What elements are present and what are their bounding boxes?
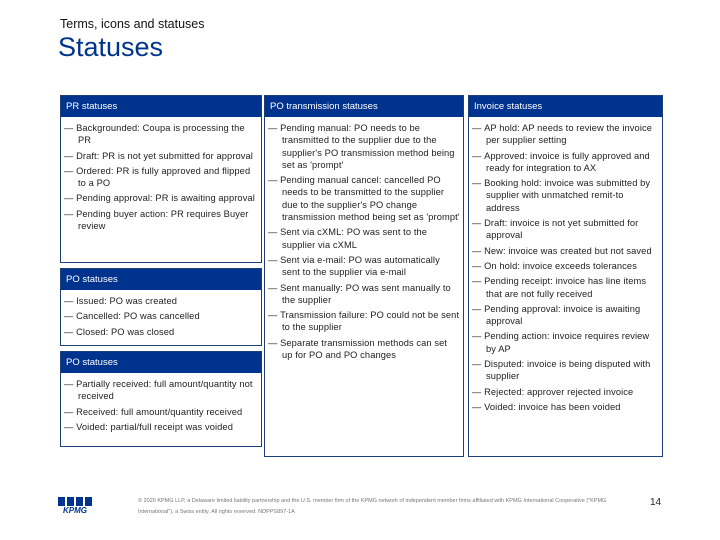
copyright-footer: © 2020 KPMG LLP, a Delaware limited liability partnership and the U.S. member firm of the KPMG network of independent member firms affiliated with KPMG International Cooperative ("KPMG International"), a Swiss entity. All rights reserved. NDPPS897-1A xyxy=(138,498,607,515)
status-item: — Pending approval: PR is awaiting approval xyxy=(64,192,258,204)
po-transmission-panel xyxy=(264,95,464,457)
section-subtitle: Terms, icons and statuses xyxy=(60,17,205,31)
status-item: — New: invoice was created but not saved xyxy=(472,245,659,257)
invoice-statuses-header: Invoice statuses xyxy=(469,96,662,117)
status-item: — Closed: PO was closed xyxy=(64,326,258,338)
status-item: — Disputed: invoice is being disputed with supplier xyxy=(472,358,659,383)
status-item: — On hold: invoice exceeds tolerances xyxy=(472,260,659,272)
pr-status-list xyxy=(61,117,261,239)
receipt-statuses-header: PO statuses xyxy=(61,352,261,373)
status-item: — Sent via e-mail: PO was automatically sent to the supplier via e-mail xyxy=(268,254,460,279)
po-transmission-header: PO transmission statuses xyxy=(265,96,463,117)
status-item: — Cancelled: PO was cancelled xyxy=(64,310,258,322)
receipt-statuses-panel xyxy=(60,351,262,447)
po-statuses-panel xyxy=(60,268,262,346)
status-item: — Booking hold: invoice was submitted by supplier with unmatched remit-to address xyxy=(472,177,659,214)
status-item: — Backgrounded: Coupa is processing the PR xyxy=(64,122,258,147)
status-item: — Separate transmission methods can set up for PO and PO changes xyxy=(268,337,460,362)
status-item: — Pending manual: PO needs to be transmitted to the supplier due to the supplier's PO transmission method being set as 'prompt' xyxy=(268,122,460,171)
receipt-status-list xyxy=(61,373,261,440)
status-item: — Ordered: PR is fully approved and flipped to a PO xyxy=(64,165,258,190)
status-item: — Pending action: invoice requires review by AP xyxy=(472,330,659,355)
pr-statuses-panel xyxy=(60,95,262,263)
status-item: — Draft: PR is not yet submitted for approval xyxy=(64,150,258,162)
status-item: — Draft: invoice is not yet submitted for approval xyxy=(472,217,659,242)
pr-statuses-header: PR statuses xyxy=(61,96,261,117)
status-item: — Voided: partial/full receipt was voided xyxy=(64,421,258,433)
status-item: — Issued: PO was created xyxy=(64,295,258,307)
kpmg-logo xyxy=(57,496,93,514)
status-item: — Received: full amount/quantity received xyxy=(64,406,258,418)
status-item: — Pending manual cancel: cancelled PO needs to be transmitted to the supplier due to the supplier's PO change transmission method being set as 'prompt' xyxy=(268,174,460,223)
status-item: — Rejected: approver rejected invoice xyxy=(472,386,659,398)
status-item: — Pending buyer action: PR requires Buyer review xyxy=(64,208,258,233)
status-item: — Partially received: full amount/quantity not received xyxy=(64,378,258,403)
po-statuses-header: PO statuses xyxy=(61,269,261,290)
transmission-status-list xyxy=(265,117,463,368)
status-item: — Voided: invoice has been voided xyxy=(472,401,659,413)
invoice-statuses-panel xyxy=(468,95,663,457)
status-item: — Approved: invoice is fully approved and ready for integration to AX xyxy=(472,150,659,175)
page-title: Statuses xyxy=(58,32,164,62)
status-item: — Sent via cXML: PO was sent to the supplier via cXML xyxy=(268,226,460,251)
status-item: — Transmission failure: PO could not be sent to the supplier xyxy=(268,309,460,334)
status-item: — AP hold: AP needs to review the invoice per supplier setting xyxy=(472,122,659,147)
status-item: — Sent manually: PO was sent manually to the supplier xyxy=(268,282,460,307)
po-status-list xyxy=(61,290,261,345)
svg-text:KPMG: KPMG xyxy=(63,506,87,514)
status-item: — Pending approval: invoice is awaiting approval xyxy=(472,303,659,328)
status-item: — Pending receipt: invoice has line items that are not fully received xyxy=(472,275,659,300)
invoice-status-list xyxy=(469,117,662,420)
page-number: 14 xyxy=(650,497,662,508)
